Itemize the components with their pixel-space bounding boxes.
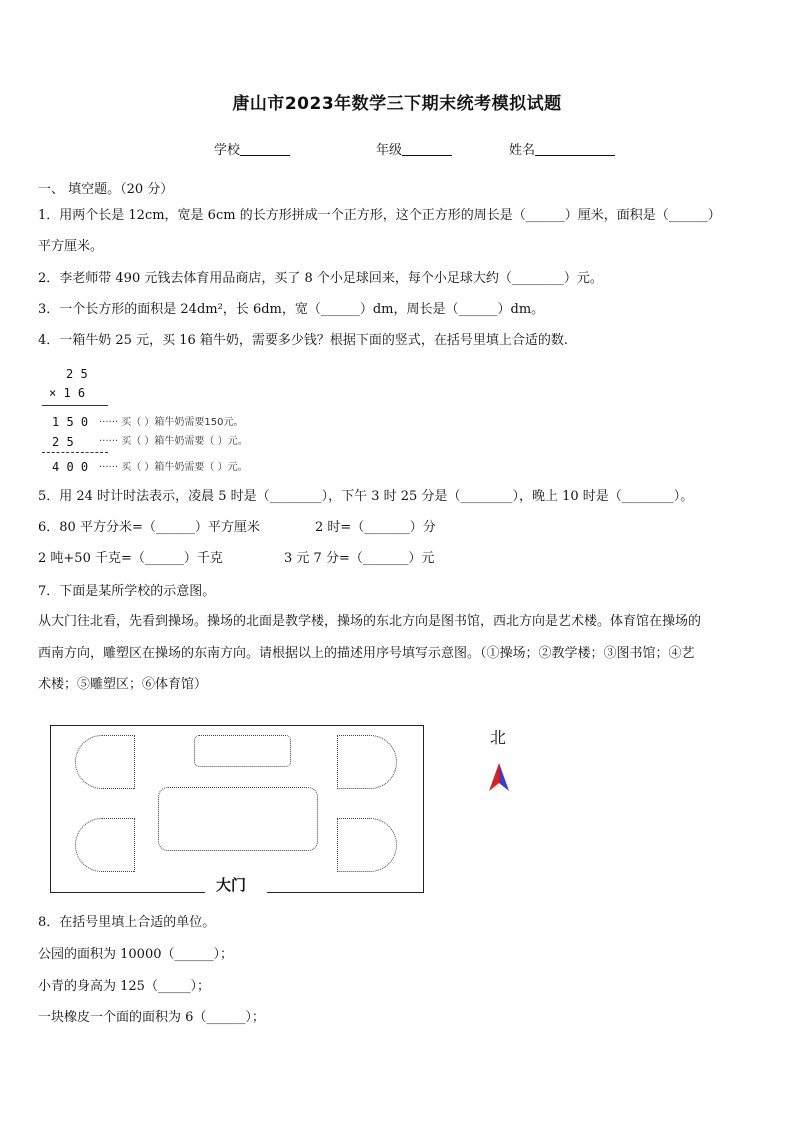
north-arrow-icon [488,761,510,793]
page-title: 唐山市2023年数学三下期末统考模拟试题 [232,94,562,114]
calc-note-1: ······ 买（ ）箱牛奶需要150元。 [99,417,244,428]
section-heading: 一、 填空题。（20 分） [38,182,174,197]
question-5: 5．用 24 时计时法表示，凌晨 5 时是（________），下午 3 时 25 分是（________），晚上 10 时是（________）。 [38,489,694,504]
school-map [50,725,424,893]
grade-label: 年级 [376,143,403,158]
map-slot-southeast[interactable] [337,818,397,872]
map-slot-center[interactable] [158,787,318,851]
calc-row-4: 2 5 [52,435,74,449]
map-slot-southwest[interactable] [75,818,135,872]
question-7-line-3: 西南方向，雕塑区在操场的东南方向。请根据以上的描述用序号填写示意图。（①操场；②教学楼；③图书馆；④艺 [38,646,695,661]
question-6b: 2 时=（_______）分 [315,520,436,535]
question-6a: 6．80 平方分米=（______）平方厘米 [38,520,260,535]
question-6c: 2 吨+50 千克=（______）千克 [38,551,223,566]
calc-row-2: × 1 6 [49,386,86,400]
gate-label: 大门 [216,876,247,894]
question-6d: 3 元 7 分=（_______）元 [284,551,435,566]
school-label: 学校 [214,143,241,158]
map-slot-north[interactable] [194,735,291,767]
calc-note-2: ······ 买（ ）箱牛奶需要（ ）元。 [99,436,248,447]
question-1-line-1: 1．用两个长是 12cm，宽是 6cm 的长方形拼成一个正方形，这个正方形的周长是（______）厘米，面积是（______） [38,208,721,223]
question-3: 3．一个长方形的面积是 24dm²，长 6dm，宽（______）dm，周长是（______）dm。 [38,302,545,317]
map-slot-northwest[interactable] [75,735,135,789]
calc-rule-1 [42,405,108,406]
calc-row-3: 1 5 0 [52,415,89,429]
calc-rule-2 [42,452,108,453]
question-8a: 公园的面积为 10000（______）； [38,947,233,962]
calc-row-1: 2 5 [66,367,88,381]
north-label: 北 [490,728,507,747]
question-1-line-2: 平方厘米。 [38,239,104,254]
question-4: 4．一箱牛奶 25 元，买 16 箱牛奶，需要多少钱？根据下面的竖式，在括号里填上合适的数. [38,333,569,348]
calc-row-5: 4 0 0 [52,460,89,474]
school-field[interactable] [214,142,290,159]
question-2: 2．李老师带 490 元钱去体育用品商店，买了 8 个小足球回来，每个小足球大约（________）元。 [38,271,603,286]
calc-note-3: ······ 买（ ）箱牛奶需要（ ）元。 [99,462,248,473]
grade-field[interactable] [376,142,452,159]
question-8-heading: 8．在括号里填上合适的单位。 [38,915,216,930]
question-8c: 一块橡皮一个面的面积为 6（______）； [38,1010,265,1025]
question-8b: 小青的身高为 125（_____）； [38,979,210,994]
question-7-line-2: 从大门往北看，先看到操场。操场的北面是教学楼，操场的东北方向是图书馆，西北方向是艺术楼。体育馆在操场的 [38,614,702,629]
question-7-line-4: 术楼；⑤雕塑区；⑥体育馆） [38,677,208,692]
name-field[interactable] [509,142,615,159]
name-label: 姓名 [509,143,536,158]
map-slot-northeast[interactable] [337,735,397,789]
question-7-line-1: 7．下面是某所学校的示意图。 [38,584,216,599]
